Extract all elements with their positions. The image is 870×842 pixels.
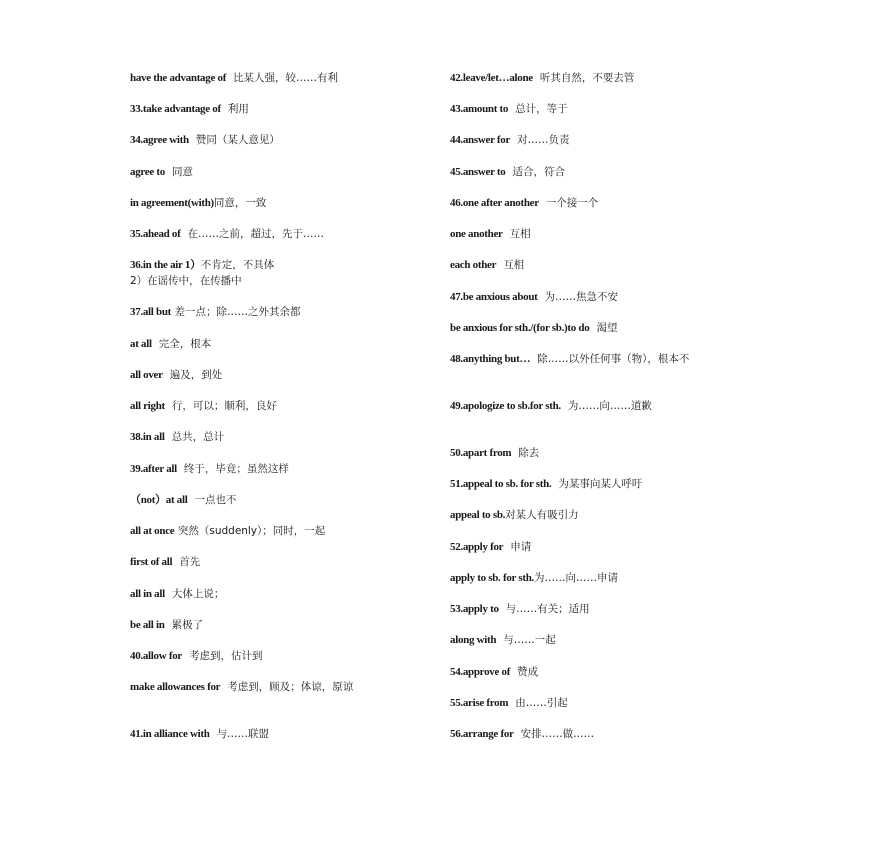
phrase-entry [130,367,430,383]
phrase-entry [130,523,430,539]
phrase-entry [450,476,750,492]
phrase-chinese: 遍及，到处 [169,369,223,381]
phrase-chinese: 与……联盟 [216,728,270,740]
phrase-chinese: 渴望 [596,322,618,334]
phrase-english: 35.ahead of [130,228,181,240]
phrase-entry [130,304,430,320]
phrase-entry [450,226,750,242]
phrase-entry [130,398,430,414]
phrase-chinese: 完全，根本 [158,338,212,350]
phrase-chinese: 同意，一致 [213,197,267,209]
phrase-chinese: 听其自然，不要去管 [539,72,635,84]
phrase-english: 47.be anxious about [450,291,538,303]
phrase-english: all right [130,400,165,412]
phrase-chinese: 对某人有吸引力 [505,509,579,521]
phrase-english: 48.anything but… [450,353,531,365]
phrase-chinese: 突然（suddenly）；同时，一起 [177,525,326,537]
phrase-english: make allowances for [130,681,221,693]
phrase-chinese: 适合，符合 [512,166,565,178]
phrase-entry [130,726,430,742]
phrase-entry [450,320,750,336]
phrase-chinese: 考虑到，估计到 [189,650,263,662]
phrase-entry [130,429,430,445]
phrase-chinese: 为……焦急不安 [544,291,619,303]
phrase-entry [130,226,430,242]
phrase-entry [450,132,750,148]
phrase-english: 34.agree with [130,134,189,146]
phrase-english: all over [130,369,163,381]
phrase-english: 49.apologize to sb.for sth. [450,400,561,412]
phrase-english: appeal to sb. [450,509,506,521]
phrase-english: 45.answer to [450,166,506,178]
phrase-entry [130,648,430,664]
phrase-entry [130,70,430,86]
phrase-entry [130,195,430,211]
phrase-entry [130,101,430,117]
phrase-entry [450,445,750,461]
phrase-chinese: 互相 [509,228,531,240]
phrase-english: 38.in all [130,431,165,443]
phrase-english: at all [130,338,152,350]
phrase-english: 39.after all [130,463,177,475]
phrase-english: 46.one after another [450,197,539,209]
phrase-english: 37.all but [130,306,172,318]
phrase-chinese: 与……一起 [503,634,556,646]
phrase-chinese: 安排……做…… [520,728,595,740]
phrase-chinese: 同意 [171,166,193,178]
phrase-entry [130,132,430,148]
phrase-english: be all in [130,619,165,631]
phrase-chinese: 与……有关；适用 [505,603,590,615]
phrase-entry [130,461,430,477]
phrase-english: 54.approve of [450,666,511,678]
phrase-entry [450,664,750,680]
phrase-entry [450,70,750,86]
phrase-english: 50.apart from [450,447,512,459]
phrase-entry [450,101,750,117]
phrase-chinese: 考虑到，顾及；体谅，原谅 [227,681,354,693]
phrase-chinese: 一点也不 [194,494,237,506]
phrase-chinese: 不肯定，不具体 2）在谣传中，在传播中 [130,259,275,287]
phrase-entry [450,507,750,523]
phrase-english: 55.arise from [450,697,509,709]
phrase-english: one another [450,228,503,240]
phrase-chinese: 赞同（某人意见） [195,134,280,146]
phrase-english: in agreement(with) [130,197,214,209]
phrase-chinese: 终于，毕竟；虽然这样 [183,463,289,475]
phrase-english: all at once [130,525,175,537]
phrase-english: （not）at all [130,494,188,506]
phrase-english: 41.in alliance with [130,728,210,740]
phrase-english: be anxious for sth./(for sb.)to do [450,322,590,334]
phrase-english: agree to [130,166,165,178]
phrase-english: 52.apply for [450,541,504,553]
phrase-chinese: 由……引起 [515,697,568,709]
phrase-chinese: 在……之前，超过，先于…… [187,228,324,240]
phrase-chinese: 总计，等于 [515,103,568,115]
phrase-chinese: 累极了 [171,619,204,631]
phrase-chinese: 申请 [510,541,532,553]
phrase-chinese: 一个接一个 [545,197,599,209]
phrase-english: 42.leave/let…alone [450,72,533,84]
phrase-chinese: 大体上说； [171,588,225,600]
phrase-entry [450,195,750,211]
phrase-entry [450,539,750,555]
phrase-entry [450,601,750,617]
phrase-english: first of all [130,556,173,568]
phrase-english: 36.in the air 1） [130,259,201,271]
phrase-english: along with [450,634,497,646]
phrase-english: have the advantage of [130,72,227,84]
phrase-chinese: 比某人强，较……有利 [233,72,339,84]
phrase-entry [130,336,430,352]
phrase-english: 56.arrange for [450,728,514,740]
phrase-entry [130,554,430,570]
phrase-entry [450,570,750,586]
phrase-english: 44.answer for [450,134,511,146]
phrase-english: 53.apply to [450,603,499,615]
phrase-entry [130,492,430,508]
phrase-entry [130,617,430,633]
phrase-chinese: 赞成 [517,666,539,678]
phrase-entry [130,586,430,602]
phrase-chinese: 对……负责 [517,134,570,146]
phrase-chinese: 利用 [227,103,249,115]
phrase-chinese: 为……向……申请 [533,572,618,584]
phrase-chinese: 互相 [503,259,525,271]
phrase-english: 43.amount to [450,103,509,115]
phrase-chinese: 除……以外任何事（物），根本不 [537,353,690,365]
phrase-english: each other [450,259,497,271]
phrase-entry [130,257,430,289]
phrase-english: 33.take advantage of [130,103,221,115]
phrase-entry [450,695,750,711]
phrase-entry [450,726,750,742]
phrase-english: 40.allow for [130,650,183,662]
phrase-entry [450,257,750,273]
phrase-english: 51.appeal to sb. for sth. [450,478,552,490]
phrase-entry [450,632,750,648]
phrase-entry [450,289,750,305]
phrase-entry [130,679,430,695]
phrase-chinese: 差一点；除……之外其余都 [174,306,301,318]
phrase-entry [450,164,750,180]
phrase-entry [130,164,430,180]
phrase-english: apply to sb. for sth. [450,572,534,584]
phrase-chinese: 首先 [179,556,201,568]
phrase-entry [450,398,750,414]
phrase-entry [450,351,750,367]
phrase-chinese: 除去 [518,447,540,459]
phrase-chinese: 为某事向某人呼吁 [558,478,643,490]
phrase-chinese: 为……向……道歉 [567,400,652,412]
phrase-chinese: 总共，总计 [171,431,225,443]
phrase-chinese: 行，可以；顺利，良好 [171,400,277,412]
phrase-english: all in all [130,588,165,600]
